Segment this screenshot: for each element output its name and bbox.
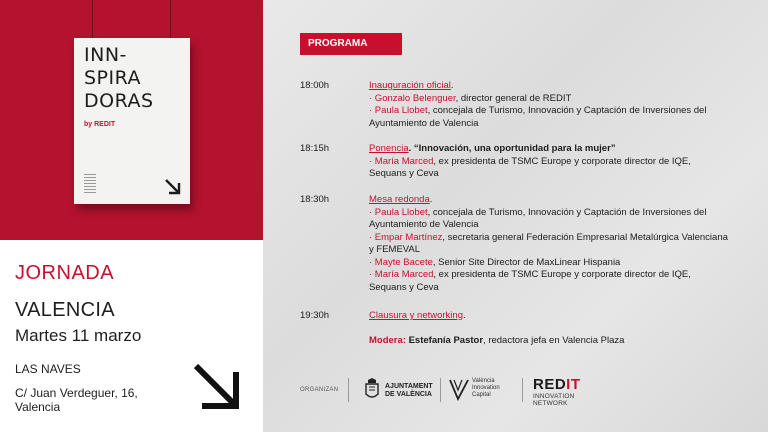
speaker-desc: , secretaria general Federación Empresarial Metalúrgica Valenciana y FEMEVAL — [369, 231, 728, 255]
program-badge: PROGRAMA — [300, 33, 402, 55]
program-time: 18:15h — [300, 143, 330, 154]
vic-line: Innovation — [472, 385, 500, 391]
ayuntamiento-logo-text — [385, 383, 433, 399]
speaker-desc: , concejala de Turismo, Innovación y Captación de Inversiones del Ayuntamiento de Valencia — [369, 206, 707, 230]
hanging-poster — [74, 38, 190, 204]
program-title-tail: . “Innovación, una oportunidad para la mujer” — [408, 143, 616, 154]
program-title-tail: . — [429, 194, 433, 205]
speaker-desc: , ex presidenta de TSMC Europe y corporate director de IQE, Sequans y Ceva — [369, 269, 691, 293]
poster-title-line: INN- — [84, 44, 127, 66]
speaker-name: · Paula Llobet — [369, 206, 428, 218]
program-time: 18:30h — [300, 194, 330, 205]
moderator-desc: , redactora jefa en Valencia Plaza — [483, 335, 625, 346]
valencia-innovation-icon — [448, 377, 470, 403]
poster-title — [84, 44, 154, 113]
program-title: Ponencia — [369, 143, 409, 154]
speaker-desc: , ex presidenta de TSMC Europe y corporate director de IQE, Sequans y Ceva — [369, 155, 691, 179]
program-title: Mesa redonda — [369, 194, 430, 205]
ayuntamiento-line: DE VALÈNCIA — [385, 391, 432, 398]
program-body — [369, 143, 729, 181]
arrow-down-right-icon — [190, 360, 242, 412]
divider — [440, 378, 441, 402]
redit-logo-part: IT — [566, 376, 581, 393]
poster-title-line: SPIRA — [84, 67, 142, 89]
event-date: Martes 11 marzo — [15, 326, 142, 345]
redit-logo — [533, 376, 581, 393]
event-venue: LAS NAVES — [15, 362, 81, 376]
poster-byline: by REDIT — [84, 121, 116, 128]
moderator-body — [369, 335, 729, 348]
poster-fine-print — [84, 174, 96, 195]
poster-title-line: DORAS — [84, 90, 154, 112]
poster-wire-right — [170, 0, 171, 42]
speaker-name: · Mayte Bacete — [369, 256, 433, 268]
program-time: 18:00h — [300, 80, 330, 91]
divider — [522, 378, 523, 402]
program-body — [369, 310, 729, 323]
poster-panel — [0, 0, 263, 240]
program-title-tail: . — [463, 310, 466, 321]
divider — [348, 378, 349, 402]
valencia-innovation-text — [472, 378, 500, 399]
moderator-name: Estefanía Pastor — [408, 335, 484, 346]
vic-line: Capital — [472, 392, 491, 398]
poster-wire-left — [92, 0, 93, 42]
speaker-name: · Paula Llobet — [369, 105, 428, 116]
moderator-label: Modera: — [369, 335, 406, 346]
vic-line: València — [472, 378, 495, 384]
city-crest-icon — [363, 378, 381, 402]
program-time: 19:30h — [300, 310, 330, 321]
program-body — [369, 194, 729, 294]
organizers-label: ORGANIZAN — [300, 387, 339, 393]
speaker-desc: , concejala de Turismo, Innovación y Captación de Inversiones del Ayuntamiento de Valencia — [369, 105, 707, 129]
speaker-name: · Gonzalo Belenguer — [369, 92, 456, 104]
program-body — [369, 80, 729, 130]
program-title: Inauguración oficial — [369, 80, 451, 91]
redit-tagline: INNOVATION NETWORK — [533, 393, 575, 407]
event-type: JORNADA — [15, 262, 115, 284]
ayuntamiento-line: AJUNTAMENT — [385, 383, 433, 390]
speaker-desc: , Senior Site Director de MaxLinear Hispania — [432, 256, 621, 268]
event-city: VALENCIA — [15, 299, 115, 321]
program-title-tail: . — [450, 80, 454, 91]
event-address: C/ Juan Verdeguer, 16, Valencia — [15, 386, 138, 414]
arrow-down-right-icon — [164, 178, 182, 196]
speaker-desc: , director general de REDIT — [455, 92, 572, 104]
program-title: Clausura y networking — [369, 310, 463, 321]
redit-logo-part: RED — [533, 376, 567, 393]
speaker-name: · Empar Martínez — [369, 231, 443, 243]
speaker-name: · María Marced — [369, 269, 434, 280]
speaker-name: · María Marced — [369, 155, 434, 167]
